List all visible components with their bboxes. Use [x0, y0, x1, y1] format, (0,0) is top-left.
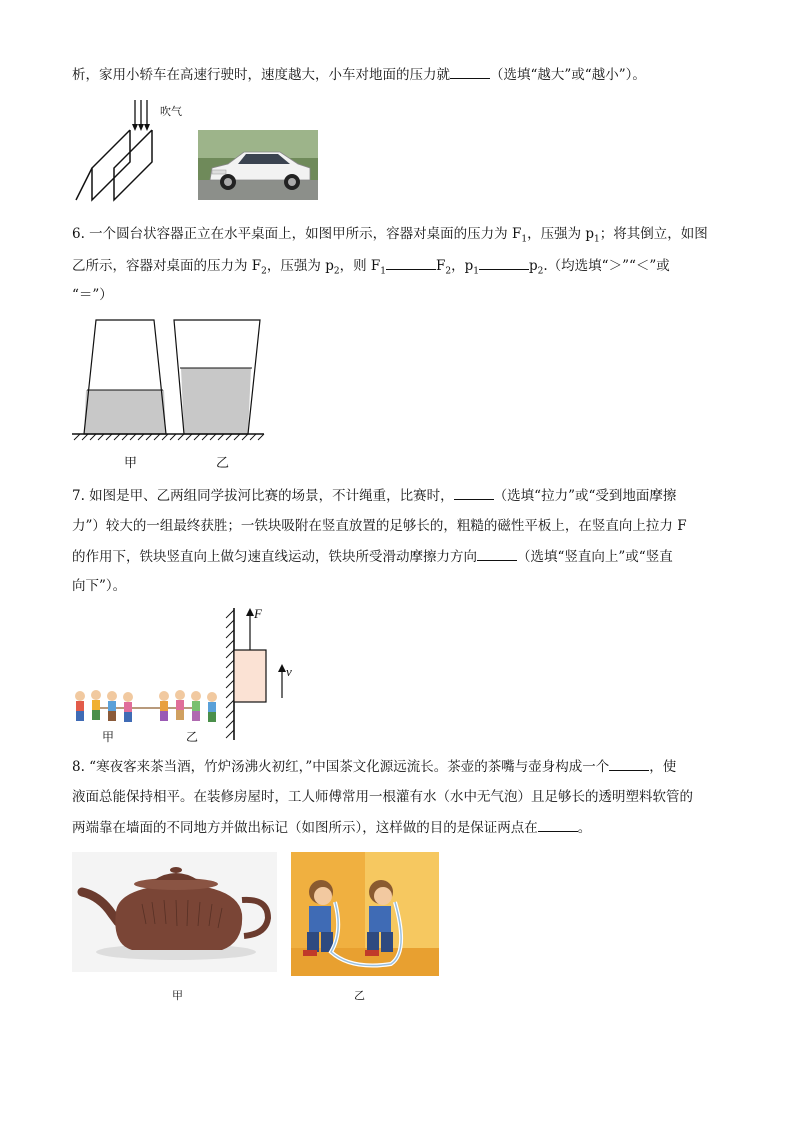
- q8-label-yi: 乙: [354, 989, 365, 1002]
- tug-of-war-figure: [72, 686, 220, 730]
- teapot-photo: [72, 852, 277, 972]
- q6-answer-blank-1[interactable]: [386, 255, 436, 270]
- q7-text-line2: 力”）较大的一组最终获胜；一铁块吸附在竖直放置的足够长的，粗糙的磁性平板上，在竖直向上拉力 F: [72, 518, 687, 534]
- force-F-label: F: [254, 606, 262, 621]
- container-figure: [70, 318, 266, 444]
- q5-answer-blank[interactable]: [450, 64, 490, 79]
- q8-text-line2: 液面总能保持相平。在装修房屋时，工人师傅常用一根灌有水（水中无气泡）且足够长的透明塑料软管的: [72, 789, 693, 805]
- q7-text-line4: 向下”）。: [72, 578, 127, 594]
- q6-label-jia: 甲: [124, 456, 138, 471]
- car-photo: [198, 130, 318, 200]
- q7-text-line3: 的作用下，铁块竖直向上做匀速直线运动，铁块所受滑动摩擦力方向 （选填“竖直向上”或“竖直: [72, 546, 673, 567]
- q8-answer-blank-1[interactable]: [609, 756, 649, 771]
- q7-answer-blank-1[interactable]: [454, 485, 494, 500]
- q5-text: 析，家用小轿车在高速行驶时，速度越大，小车对地面的压力就: [72, 67, 450, 83]
- q5-text-line1: [72, 64, 646, 85]
- q6-text-line1: 6. 一个圆台状容器正立在水平桌面上，如图甲所示，容器对桌面的压力为 $F_1$，压强为 $p_1$；将其倒立，如图: [72, 226, 708, 245]
- velocity-v-label: v: [286, 664, 292, 679]
- q7-answer-blank-2[interactable]: [477, 546, 517, 561]
- team-jia: [75, 690, 133, 722]
- water-level-tube-cartoon: [291, 852, 439, 976]
- q6-answer-blank-2[interactable]: [479, 255, 529, 270]
- q7-label-jia: 甲: [102, 730, 115, 744]
- q5-options: （选填“越大”或“越小”）。: [490, 67, 646, 83]
- q6-text-line2: 乙所示，容器对桌面的压力为 $F_2$，压强为 $p_2$，则 $F_1$ $F_2$，$p_1$ $p_2$.（均选填“＞”“＜”或: [72, 255, 670, 282]
- q8-label-jia: 甲: [172, 989, 183, 1002]
- blow-label: 吹气: [160, 105, 182, 118]
- q8-answer-blank-2[interactable]: [538, 817, 578, 832]
- q7-label-yi: 乙: [186, 730, 199, 744]
- q6-text-line3: “＝”）: [72, 287, 113, 303]
- q8-text-line3: 两端靠在墙面的不同地方并做出标记（如图所示），这样做的目的是保证两点在 。: [72, 817, 591, 838]
- q8-text-line1: 8. “寒夜客来茶当酒，竹炉汤沸火初红，”中国茶文化源远流长。茶壶的茶嘴与壶身构成一个 ，使: [72, 756, 676, 777]
- q7-text-line1: 7. 如图是甲、乙两组同学拔河比赛的场景，不计绳重，比赛时， （选填“拉力”或“受到地面摩擦: [72, 485, 676, 506]
- q6-label-yi: 乙: [216, 456, 230, 471]
- team-yi: [159, 690, 217, 722]
